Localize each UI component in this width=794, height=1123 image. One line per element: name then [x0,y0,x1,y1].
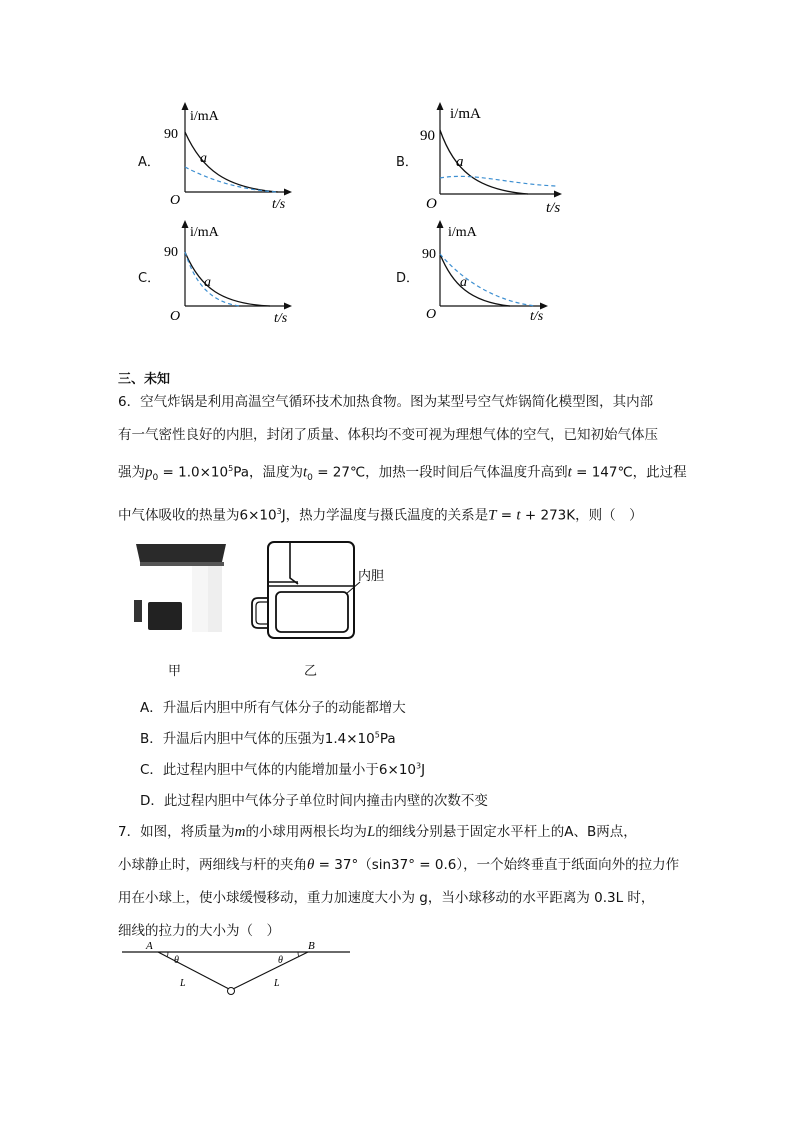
figure-yi-caption: 乙 [304,664,318,679]
graph-c-peak: 90 [164,245,178,260]
option-a-letter: A． [138,155,160,170]
question-7 [118,816,678,948]
option-b-letter: B． [396,155,418,170]
q6-line-2: 有一气密性良好的内胆，封闭了质量、体积均不变可视为理想气体的空气，已知初始气体压 [118,427,658,443]
graph-b-ylabel: i/mA [450,106,481,122]
graph-d-ylabel: i/mA [448,225,477,240]
q6-choice-a[interactable]: A．升温后内胆中所有气体分子的动能都增大 [140,700,406,716]
question-6 [118,386,687,533]
graph-b-peak: 90 [420,128,435,144]
graph-c-xlabel: t/s [274,311,288,326]
angle-theta-right: θ [278,955,283,966]
graph-d-curve-label: a [460,275,467,290]
q6-line-1: 6．空气炸锅是利用高温空气循环技术加热食物。图为某型号空气炸锅简化模型图，其内部 [118,394,654,410]
section-title: 三、未知 [118,372,171,387]
point-a-label: A [146,940,153,952]
graph-d-xlabel: t/s [530,309,544,324]
option-d-letter: D． [396,271,420,286]
graph-a-peak: 90 [164,127,178,142]
q7-line-3: 用在小球上，使小球缓慢移动，重力加速度大小为 g，当小球移动的水平距离为 0.3L 时， [118,890,655,906]
graph-c-curve-label: a [204,275,211,290]
graph-a-ylabel: i/mA [190,109,219,124]
q6-choice-d[interactable]: D．此过程内胆中气体分子单位时间内撞击内壁的次数不变 [140,793,488,809]
graph-option-a [160,100,310,212]
q7-line-2: 小球静止时，两细线与杆的夹角θ = 37°（sin37° = 0.6），一个始终垂直于纸面向外的拉力作 [118,857,680,873]
q7-line-4: 细线的拉力的大小为（ ） [118,923,280,939]
pendulum-diagram [118,938,358,1000]
option-c-letter: C． [138,271,161,286]
graph-option-b [418,98,578,216]
graph-a-origin: O [170,193,181,208]
graph-option-d [418,218,568,326]
length-l-right: L [274,978,280,989]
graph-d-peak: 90 [422,247,436,262]
angle-theta-left: θ [174,955,179,966]
figure-jia-caption: 甲 [168,664,182,679]
graph-a-xlabel: t/s [272,197,286,212]
length-l-left: L [180,978,186,989]
graph-b-origin: O [426,196,437,212]
q7-line-1: 7．如图，将质量为m的小球用两根长均为L的细线分别悬于固定水平杆上的A、B两点， [118,824,637,840]
graph-c-ylabel: i/mA [190,225,219,240]
q6-choice-b[interactable]: B．升温后内胆中气体的压强为$1.4\times 10^5Pa$ [140,730,396,747]
graph-d-origin: O [426,307,437,322]
air-fryer-photo [126,540,236,650]
graph-b-curve-label: a [456,154,464,170]
graph-b-xlabel: t/s [546,200,561,216]
q6-line-3: 强为$p_0 = 1.0\times 10^5Pa$，温度为$t_0$ = 27℃，加热一段时间后气体温度升高到t = 147℃，此过程 [118,464,687,484]
graph-option-c [160,218,310,326]
air-fryer-model-diagram [246,538,396,648]
point-b-label: B [308,940,315,952]
inner-liner-label: 内胆 [358,569,385,584]
graph-c-origin: O [170,309,181,324]
q6-line-4: 中气体吸收的热量为$6\times 10^3J$，热力学温度与摄氏温度的关系是T = t + 273K，则（ ） [118,507,643,524]
graph-a-curve-label: a [200,151,207,166]
q6-choice-c[interactable]: C．此过程内胆中气体的内能增加量小于$6\times 10^3J$ [140,761,426,778]
